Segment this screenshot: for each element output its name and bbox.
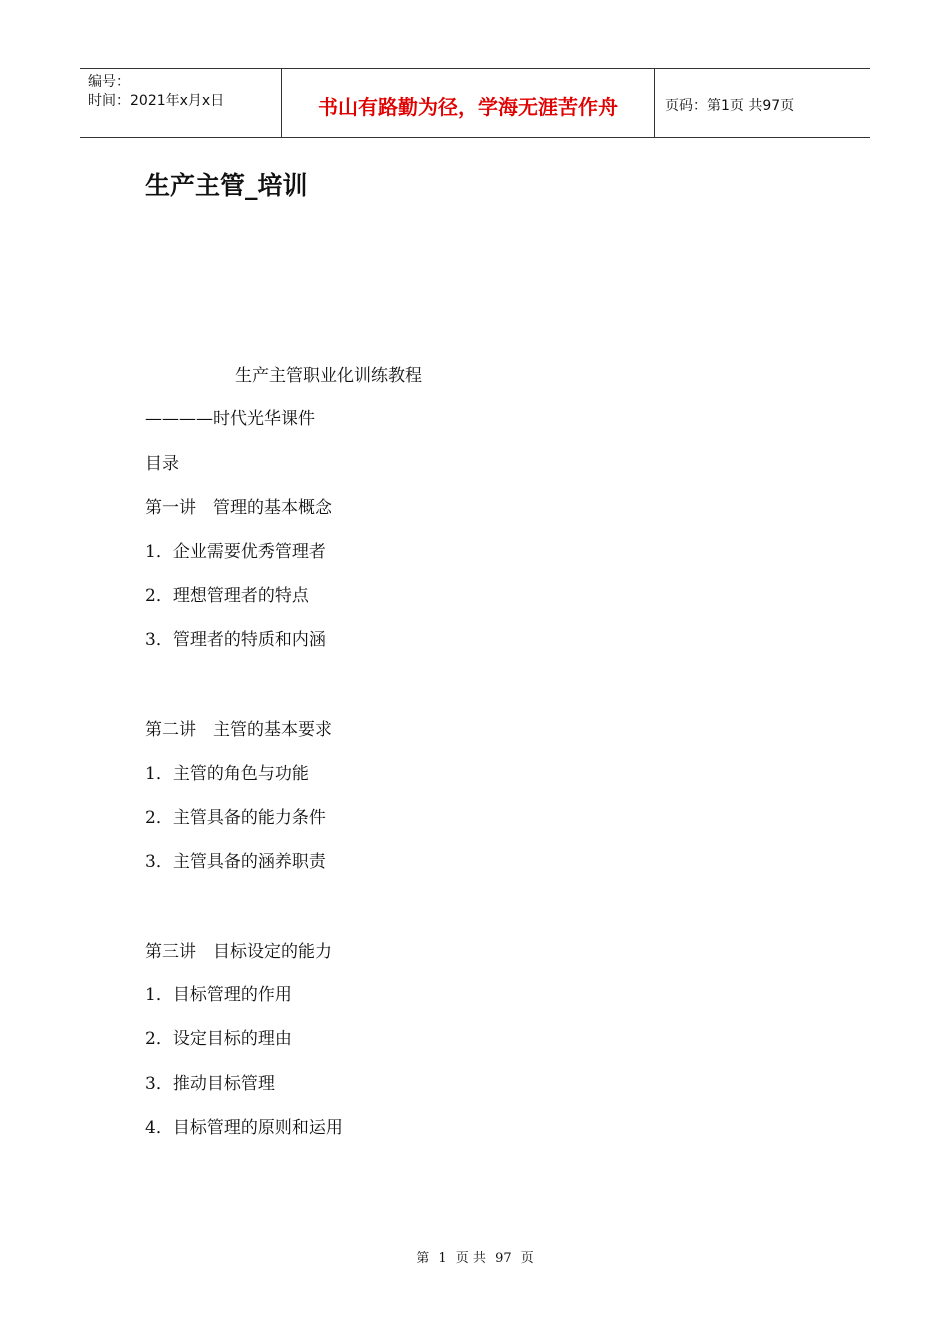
header-motto: 书山有路勤为径，学海无涯苦作舟 (281, 69, 655, 137)
footer-prefix: 第 (416, 1251, 430, 1266)
document-title: 生产主管_培训 (145, 171, 308, 200)
time-label: 时间：2021年x月x日 (88, 93, 225, 109)
lecture-3-item: 3．推动目标管理 (145, 1074, 275, 1094)
lecture-3-item: 1．目标管理的作用 (145, 985, 292, 1005)
footer-total-pages: 97 (495, 1251, 512, 1266)
page-header (80, 68, 870, 138)
lecture-3-item: 4．目标管理的原则和运用 (145, 1118, 343, 1138)
lecture-3-heading: 第三讲 目标设定的能力 (145, 942, 332, 962)
lecture-3-item: 2．设定目标的理由 (145, 1029, 292, 1049)
document-source: ————时代光华课件 (145, 409, 315, 429)
lecture-1-item: 2．理想管理者的特点 (145, 586, 309, 606)
lecture-1-item: 1．企业需要优秀管理者 (145, 542, 326, 562)
header-meta (80, 69, 281, 137)
footer-suffix: 页 (520, 1251, 534, 1266)
lecture-2-item: 1．主管的角色与功能 (145, 764, 309, 784)
footer-page-number: 1 (438, 1251, 447, 1266)
lecture-1-item: 3．管理者的特质和内涵 (145, 630, 326, 650)
footer-middle: 页 共 (455, 1251, 486, 1266)
lecture-2-heading: 第二讲 主管的基本要求 (145, 720, 332, 740)
lecture-1-heading: 第一讲 管理的基本概念 (145, 498, 332, 518)
lecture-2-item: 2．主管具备的能力条件 (145, 808, 326, 828)
page-footer (0, 1247, 950, 1266)
header-page-label: 页码：第1页 共97页 (665, 98, 795, 114)
number-label: 编号： (88, 74, 130, 90)
toc-heading: 目录 (145, 454, 179, 474)
lecture-2-item: 3．主管具备的涵养职责 (145, 852, 326, 872)
document-subtitle: 生产主管职业化训练教程 (235, 366, 422, 386)
